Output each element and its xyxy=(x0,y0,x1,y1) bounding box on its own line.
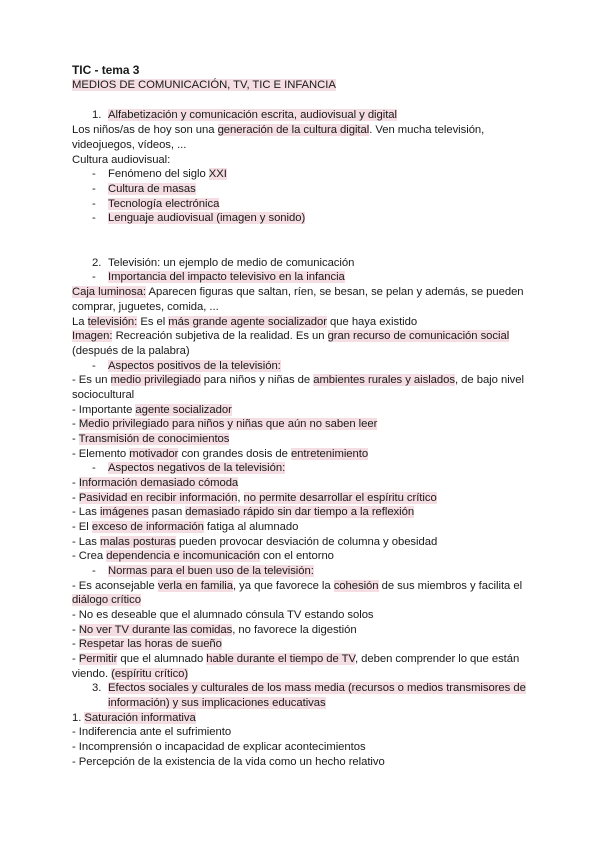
text-line xyxy=(108,167,227,181)
text-span: pueden provocar desviación de columna y obesidad xyxy=(175,536,438,548)
highlighted-text: televisión: xyxy=(87,316,138,328)
text-line xyxy=(72,300,219,314)
highlighted-text: malas posturas xyxy=(99,536,176,548)
text-line xyxy=(72,329,509,343)
text-span: para niños y niñas de xyxy=(200,374,314,386)
text-span: - No es deseable que el alumnado cónsula TV estando solos xyxy=(72,609,374,621)
list-marker: - xyxy=(92,271,96,283)
text-line xyxy=(72,711,196,725)
highlighted-text: Aspectos positivos de la televisión: xyxy=(108,360,281,372)
text-span: comprar, juguetes, comida, ... xyxy=(72,301,219,313)
text-line xyxy=(72,623,357,637)
text-span: La xyxy=(72,316,88,328)
text-span: TIC - tema 3 xyxy=(72,63,140,77)
highlighted-text: medio privilegiado xyxy=(110,374,201,386)
highlighted-text: Transmisión de conocimientos xyxy=(78,433,230,445)
text-span: - xyxy=(72,653,79,665)
text-span: videojuegos, vídeos, ... xyxy=(72,139,187,151)
text-line xyxy=(72,740,366,754)
highlighted-text: XXI xyxy=(208,168,227,180)
list-marker: 2. xyxy=(92,257,102,269)
text-span: , de bajo nivel xyxy=(454,374,524,386)
text-line xyxy=(72,315,417,329)
text-span: pasan xyxy=(148,506,186,518)
text-line xyxy=(72,447,368,461)
text-span: - Indiferencia ante el sufrimiento xyxy=(72,726,232,738)
list-marker: - xyxy=(92,360,96,372)
text-span: - Las xyxy=(72,536,100,548)
text-line xyxy=(72,153,170,167)
text-line xyxy=(72,755,385,769)
text-span: sociocultural xyxy=(72,389,135,401)
list-marker: - xyxy=(92,462,96,474)
highlighted-text: No ver TV durante las comidas xyxy=(78,624,233,636)
text-line xyxy=(108,256,354,270)
highlighted-text: Permitir xyxy=(78,653,118,665)
highlighted-text: (espíritu crítico) xyxy=(111,668,189,680)
text-line xyxy=(72,667,188,681)
text-line xyxy=(72,373,524,387)
highlighted-text: Efectos sociales y culturales de los mass media (recursos o medios transmisores de xyxy=(108,682,526,694)
text-line xyxy=(108,108,397,122)
text-span: - xyxy=(72,492,79,504)
text-span: con grandes dosis de xyxy=(178,448,291,460)
highlighted-text: diálogo crítico xyxy=(72,594,141,606)
text-line xyxy=(72,344,190,358)
text-line xyxy=(72,417,377,431)
highlighted-text: Lenguaje audiovisual (imagen y sonido) xyxy=(108,212,306,224)
text-line xyxy=(72,505,414,519)
text-span: que haya existido xyxy=(326,316,418,328)
text-line xyxy=(108,270,345,284)
highlighted-text: Saturación informativa xyxy=(84,712,196,724)
text-line xyxy=(108,681,526,695)
highlighted-text: no permite desarrollar el espíritu crítico xyxy=(243,492,437,504)
list-marker: 1. xyxy=(92,109,102,121)
highlighted-text: hable durante el tiempo de TV xyxy=(206,653,355,665)
highlighted-text: Alfabetización y comunicación escrita, audiovisual y digital xyxy=(108,109,397,121)
list-marker: - xyxy=(92,183,96,195)
text-span: Los niños/as de hoy son una xyxy=(72,124,218,136)
text-span: Televisión: un ejemplo de medio de comunicación xyxy=(108,257,355,269)
text-span: Fenómeno del siglo xyxy=(108,168,209,180)
text-span: . Ven mucha televisión, xyxy=(369,124,485,136)
text-line xyxy=(72,725,231,739)
text-line xyxy=(72,78,336,92)
document-title xyxy=(72,63,139,77)
text-span: - xyxy=(72,477,79,489)
highlighted-text: cohesión xyxy=(333,580,379,592)
highlighted-text: motivador xyxy=(129,448,179,460)
highlighted-text: agente socializador xyxy=(135,404,232,416)
text-line xyxy=(108,696,326,710)
highlighted-text: información) y sus implicaciones educativas xyxy=(108,697,326,709)
text-span: , xyxy=(237,492,244,504)
text-span: - xyxy=(72,624,79,636)
text-line xyxy=(72,285,524,299)
text-line xyxy=(108,211,305,225)
highlighted-text: Información demasiado cómoda xyxy=(78,477,239,489)
text-span: - xyxy=(72,433,79,445)
text-span: 1. xyxy=(72,712,85,724)
text-span: - Importante xyxy=(72,404,136,416)
text-span: que el alumnado xyxy=(117,653,207,665)
list-marker: 3. xyxy=(92,682,102,694)
text-line xyxy=(108,182,196,196)
highlighted-text: Pasividad en recibir información xyxy=(78,492,238,504)
highlighted-text: demasiado rápido sin dar tiempo a la reflexión xyxy=(185,506,415,518)
text-line xyxy=(108,564,314,578)
text-line xyxy=(108,359,281,373)
text-span: con el entorno xyxy=(259,550,334,562)
text-span: - Elemento xyxy=(72,448,130,460)
highlighted-text: MEDIOS DE COMUNICACIÓN, TV, TIC E INFANCIA xyxy=(72,79,336,91)
highlighted-text: verla en familia xyxy=(157,580,233,592)
text-span: Recreación subjetiva de la realidad. Es un xyxy=(112,330,328,342)
highlighted-text: gran recurso de comunicación social xyxy=(327,330,510,342)
highlighted-text: Cultura de masas xyxy=(108,183,196,195)
highlighted-text: imágenes xyxy=(99,506,149,518)
text-span: Es el xyxy=(137,316,169,328)
text-line xyxy=(72,535,437,549)
text-span: Aparecen figuras que saltan, ríen, se besan, se pelan y además, se pueden xyxy=(146,286,524,298)
highlighted-text: entretenimiento xyxy=(290,448,369,460)
list-marker: - xyxy=(92,168,96,180)
text-span: de sus miembros y facilita el xyxy=(378,580,523,592)
text-line xyxy=(108,461,285,475)
list-marker: - xyxy=(92,212,96,224)
text-span: , ya que favorece la xyxy=(233,580,334,592)
text-span: - Percepción de la existencia de la vida como un hecho relativo xyxy=(72,756,385,768)
text-line xyxy=(72,593,141,607)
highlighted-text: Normas para el buen uso de la televisión: xyxy=(108,565,314,577)
text-span: - Es un xyxy=(72,374,111,386)
text-line xyxy=(72,403,232,417)
highlighted-text: Importancia del impacto televisivo en la infancia xyxy=(108,271,345,283)
text-line xyxy=(72,549,334,563)
text-span: Cultura audiovisual: xyxy=(72,154,171,166)
highlighted-text: Imagen: xyxy=(72,330,113,342)
text-line xyxy=(72,579,522,593)
highlighted-text: Medio privilegiado para niños y niñas que aún no saben leer xyxy=(78,418,378,430)
text-line xyxy=(72,388,134,402)
text-span: fatiga al alumnado xyxy=(203,521,299,533)
text-span: (después de la palabra) xyxy=(72,345,190,357)
highlighted-text: dependencia e incomunicación xyxy=(106,550,260,562)
highlighted-text: Aspectos negativos de la televisión: xyxy=(108,462,286,474)
text-span: viendo. xyxy=(72,668,112,680)
text-line xyxy=(72,652,519,666)
text-span: - El xyxy=(72,521,92,533)
text-line xyxy=(72,520,298,534)
text-line xyxy=(72,123,484,137)
list-marker: - xyxy=(92,198,96,210)
text-span: - Es aconsejable xyxy=(72,580,158,592)
text-span: - xyxy=(72,418,79,430)
highlighted-text: más grande agente socializador xyxy=(168,316,327,328)
text-span: , no favorece la digestión xyxy=(232,624,357,636)
text-line xyxy=(108,197,219,211)
text-line xyxy=(72,608,374,622)
highlighted-text: generación de la cultura digital xyxy=(217,124,370,136)
text-span: - Incomprensión o incapacidad de explicar acontecimientos xyxy=(72,741,366,753)
text-line xyxy=(72,476,238,490)
text-line xyxy=(72,637,222,651)
text-span: , deben comprender lo que están xyxy=(354,653,520,665)
list-marker: - xyxy=(92,565,96,577)
highlighted-text: ambientes rurales y aislados xyxy=(313,374,455,386)
text-span: - xyxy=(72,638,79,650)
text-span: - Las xyxy=(72,506,100,518)
text-line xyxy=(72,491,437,505)
highlighted-text: Respetar las horas de sueño xyxy=(78,638,222,650)
highlighted-text: exceso de información xyxy=(91,521,204,533)
highlighted-text: Caja luminosa: xyxy=(72,286,147,298)
text-span: - Crea xyxy=(72,550,107,562)
highlighted-text: Tecnología electrónica xyxy=(108,198,220,210)
text-line xyxy=(72,138,186,152)
text-line xyxy=(72,432,229,446)
